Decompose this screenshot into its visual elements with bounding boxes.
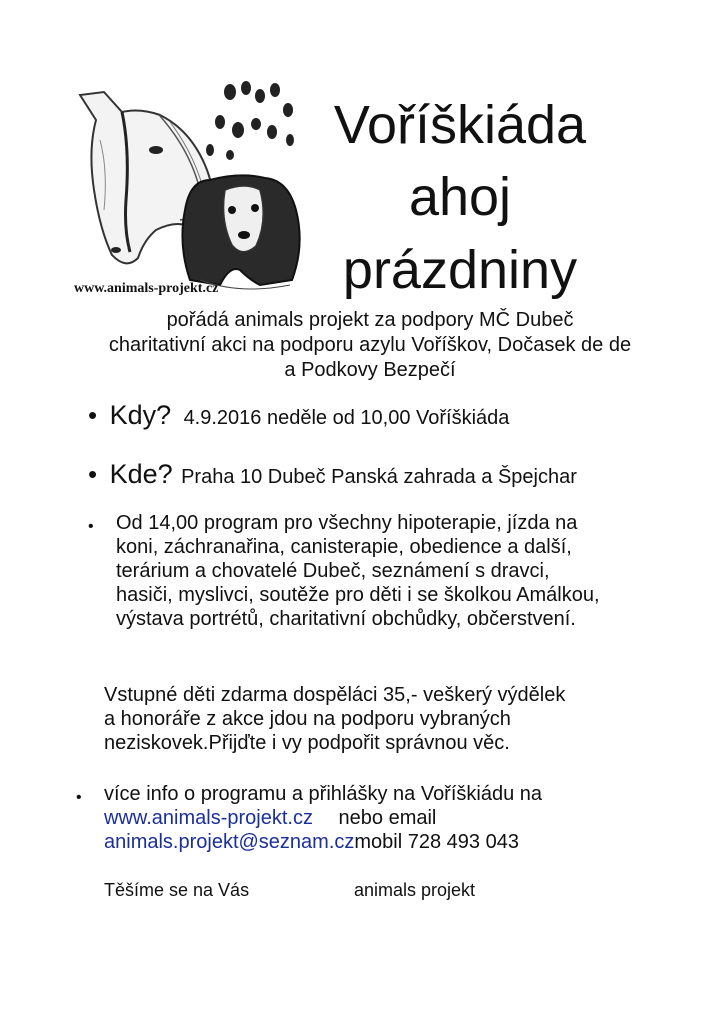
when-item <box>88 400 509 431</box>
email-label: nebo email <box>338 807 437 829</box>
email-link[interactable]: animals.projekt@seznam.cz <box>104 831 355 853</box>
illustration-watermark: www.animals-projekt.cz <box>74 281 219 296</box>
where-item <box>88 459 577 490</box>
when-value: 4.9.2016 neděle od 10,00 Voříškiáda <box>183 407 510 429</box>
where-value: Praha 10 Dubeč Panská zahrada a Špejchar <box>181 466 577 488</box>
program-line: Od 14,00 program pro všechny hipoterapie, jízda na <box>116 512 578 534</box>
horse-dog-sketch-icon <box>60 80 316 302</box>
phone-number: mobil 728 493 043 <box>354 831 519 853</box>
organizer-description <box>40 308 700 383</box>
closing-signature: animals projekt <box>354 880 476 900</box>
program-line: koni, záchranařina, canisterapie, obedience a další, <box>116 536 572 558</box>
program-line: terárium a chovatelé Dubeč, seznámení s dravci, <box>116 560 550 582</box>
entry-line: Vstupné děti zdarma dospěláci 35,- veškerý výdělek <box>104 684 566 706</box>
bullet-icon: • <box>88 400 98 430</box>
entry-fee-info <box>104 683 684 755</box>
info-line: více info o programu a přihlášky na Voříškiádu na <box>104 783 543 805</box>
subtitle-line-2: charitativní akci na podporu azylu Voříškov, Dočasek de de <box>108 334 632 356</box>
when-label: Kdy? <box>109 400 172 430</box>
bullet-icon: • <box>76 789 82 806</box>
event-title-line-1: Voříškiáda <box>333 95 587 155</box>
contact-info <box>104 782 704 854</box>
program-line: výstava portrétů, charitativní obchůdky, občerstvení. <box>116 608 576 630</box>
bullet-icon: • <box>88 518 94 535</box>
event-title-line-3: prázdniny <box>342 240 578 300</box>
program-description <box>116 511 676 631</box>
website-link[interactable]: www.animals-projekt.cz <box>104 807 313 829</box>
entry-line: a honoráře z akce jdou na podporu vybraných <box>104 708 511 730</box>
entry-line: neziskovek.Přijďte i vy podpořit správnou věc. <box>104 732 510 754</box>
where-label: Kde? <box>109 459 173 489</box>
animals-illustration <box>60 80 316 302</box>
subtitle-line-3: a Podkovy Bezpečí <box>284 359 456 381</box>
closing-greeting: Těšíme se na Vás <box>104 880 250 900</box>
event-title-line-2: ahoj <box>408 167 512 227</box>
subtitle-line-1: pořádá animals projekt za podpory MČ Dubeč <box>166 309 574 331</box>
bullet-icon: • <box>88 459 98 489</box>
program-line: hasiči, myslivci, soutěže pro děti i se školkou Amálkou, <box>116 584 600 606</box>
